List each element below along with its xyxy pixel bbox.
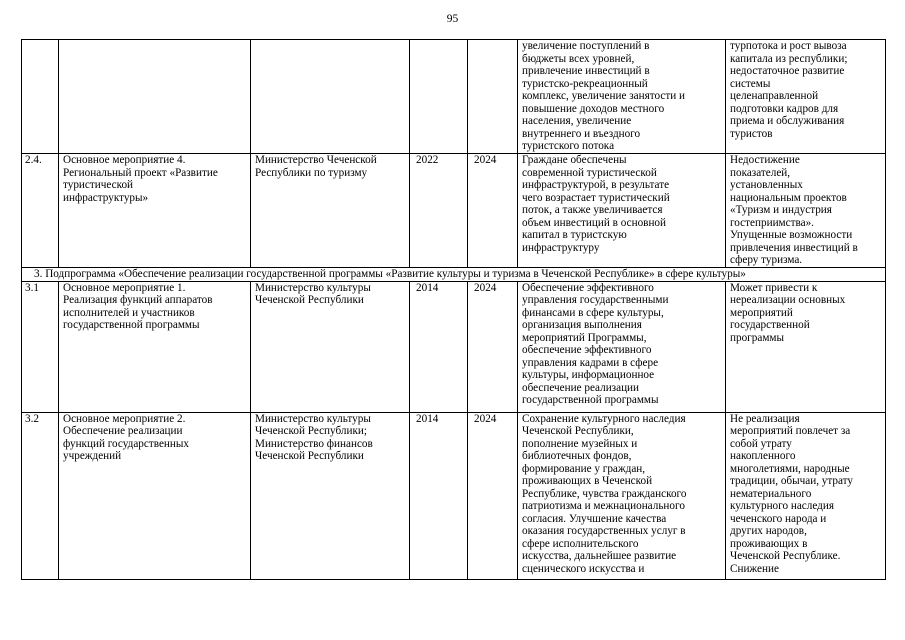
cell-line: Чеченской Республике. [730,550,841,562]
cell-line: согласия. Улучшение качества [522,512,667,525]
cell-line: обеспечение реализации [522,381,640,394]
cell-line: «Туризм и индустрия [730,204,832,216]
program-activities-table [21,39,886,580]
activity-name-cell [59,412,251,579]
cell-line: культуры, информационное [522,369,655,381]
table-row [22,412,886,579]
cell-line: государственной программы [522,394,659,406]
cell-line: исполнителей и участников [63,306,195,319]
cell-line: увеличение поступлений в [522,40,650,52]
cell-line: проживающих в [730,537,808,550]
start-year-cell: 2014 [410,281,468,412]
row-number-cell: 3.2 [22,412,59,579]
row-number-cell: 2.4. [22,154,59,268]
cell-line: культурного наследия [730,500,834,512]
cell-line: библиотечных фондов, [522,450,632,462]
cell-line: поток, а также увеличивается [522,204,663,216]
cell-line: Министерство Чеченской [255,154,377,166]
cell-line: нереализации основных [730,294,846,306]
cell-line: Министерство финансов [255,437,373,450]
table-row [22,281,886,412]
cell-line: мероприятий повлечет за [730,425,851,437]
cell-line: населения, увеличение [522,115,632,127]
cell-line: инфраструктуры» [63,191,149,204]
cell-line: целенаправленной [730,90,819,102]
cell-line: Министерство культуры [255,412,371,425]
row-number-cell: 3.1 [22,281,59,412]
end-year-cell: 2024 [468,281,518,412]
cell-line: Основное мероприятие 1. [63,281,186,294]
cell-line: повышение доходов местного [522,102,665,115]
cell-line: Сохранение культурного наследия [522,412,686,425]
cell-line: Чеченской Республики [255,450,364,462]
end-year-cell [468,40,518,154]
page-number: 95 [446,13,459,25]
cell-line: Граждане обеспечены [522,154,627,166]
end-year-cell: 2024 [468,154,518,268]
cell-line: обеспечение эффективного [522,344,652,356]
cell-line: мероприятий [730,306,793,319]
cell-line: Основное мероприятие 2. [63,412,186,425]
activity-name-cell [59,281,251,412]
cell-line: Не реализация [730,412,800,425]
cell-line: чего возрастает туристический [522,191,670,204]
cell-line: туристского потока [522,140,615,152]
cell-line: оказания государственных услуг в [522,525,686,537]
cell-line: установленных [730,179,803,191]
consequence-cell [726,412,886,579]
cell-line: управления государственными [522,294,669,306]
cell-line: сферу туризма. [730,254,803,266]
cell-line: приема и обслуживания [730,115,845,127]
cell-line: традиции, обычаи, утрату [730,475,854,487]
expected-result-cell [518,154,726,268]
cell-line: программы [730,331,784,344]
cell-line: государственной программы [63,319,200,331]
cell-line: Чеченской Республики [255,294,364,306]
cell-line: объем инвестиций в основной [522,216,667,229]
executor-cell [251,40,410,154]
cell-line: функций государственных [63,437,190,450]
cell-line: пополнение музейных и [522,437,638,450]
executor-cell [251,412,410,579]
cell-line: государственной [730,319,810,331]
cell-line: Региональный проект «Развитие [63,166,218,179]
subprogram-header: 3. Подпрограмма «Обеспечение реализации государственной программы «Развитие культуры и туризма в Чеченской Республике» в сфере культуры» [22,267,886,281]
cell-line: сценического искусства и [522,562,645,575]
expected-result-cell [518,412,726,579]
cell-line: показателей, [730,166,791,179]
cell-line: Недостижение [730,154,800,166]
cell-line: мероприятий Программы, [522,331,647,344]
executor-cell [251,281,410,412]
cell-line: туристско-рекреационный [522,77,648,90]
cell-line: учреждений [63,450,122,462]
cell-line: Министерство культуры [255,281,371,294]
cell-line: Обеспечение эффективного [522,281,654,294]
consequence-cell [726,154,886,268]
cell-line: капитала из республики; [730,52,848,65]
cell-line: привлечение инвестиций в [522,65,650,77]
end-year-cell: 2024 [468,412,518,579]
table-row [22,40,886,154]
cell-line: подготовки кадров для [730,102,839,115]
cell-line: накопленного [730,450,796,462]
cell-line: недостаточное развитие [730,65,845,77]
cell-line: формирование у граждан, [522,462,646,475]
cell-line: инфраструктуру [522,241,600,254]
cell-line: инфраструктурой, в результате [522,179,670,191]
activity-name-cell [59,154,251,268]
start-year-cell: 2014 [410,412,468,579]
cell-line: чеченского народа и [730,512,827,525]
row-number-cell [22,40,59,154]
cell-line: туристической [63,179,134,191]
cell-line: туристов [730,127,773,140]
start-year-cell: 2022 [410,154,468,268]
consequence-cell [726,281,886,412]
cell-line: Чеченской Республики; [255,425,367,437]
cell-line: Республики по туризму [255,166,368,179]
cell-line: Республике, чувства гражданского [522,487,687,500]
cell-line: гостеприимства». [730,216,814,229]
table-row [22,154,886,268]
cell-line: Снижение [730,562,779,575]
expected-result-cell [518,40,726,154]
activity-name-cell [59,40,251,154]
cell-line: капитал в туристскую [522,229,627,241]
subprogram-header-row [22,267,886,281]
cell-line: Упущенные возможности [730,229,853,241]
consequence-cell [726,40,886,154]
cell-line: проживающих в Чеченской [522,475,653,487]
cell-line: Чеченской Республики, [522,425,634,437]
cell-line: бюджеты всех уровней, [522,52,635,65]
cell-line: системы [730,77,771,90]
cell-line: комплекс, увеличение занятости и [522,90,686,102]
cell-line: Основное мероприятие 4. [63,154,186,166]
cell-line: патриотизма и межнационального [522,500,685,512]
executor-cell [251,154,410,268]
cell-line: современной туристической [522,166,657,179]
cell-line: привлечения инвестиций в [730,241,858,254]
cell-line: национальным проектов [730,191,847,204]
start-year-cell [410,40,468,154]
cell-line: управления кадрами в сфере [522,356,659,369]
cell-line: искусства, дальнейшее развитие [522,550,677,562]
cell-line: Может привести к [730,281,818,294]
expected-result-cell [518,281,726,412]
cell-line: нематериального [730,487,812,500]
cell-line: Реализация функций аппаратов [63,294,213,306]
cell-line: сфере исполнительского [522,537,639,550]
cell-line: турпотока и рост вывоза [730,40,847,52]
cell-line: финансами в сфере культуры, [522,306,664,319]
cell-line: других народов, [730,525,807,537]
cell-line: многолетиями, народные [730,462,850,475]
cell-line: собой утрату [730,437,792,450]
cell-line: внутреннего и въездного [522,127,641,140]
cell-line: Обеспечение реализации [63,425,183,437]
cell-line: организация выполнения [522,319,642,331]
